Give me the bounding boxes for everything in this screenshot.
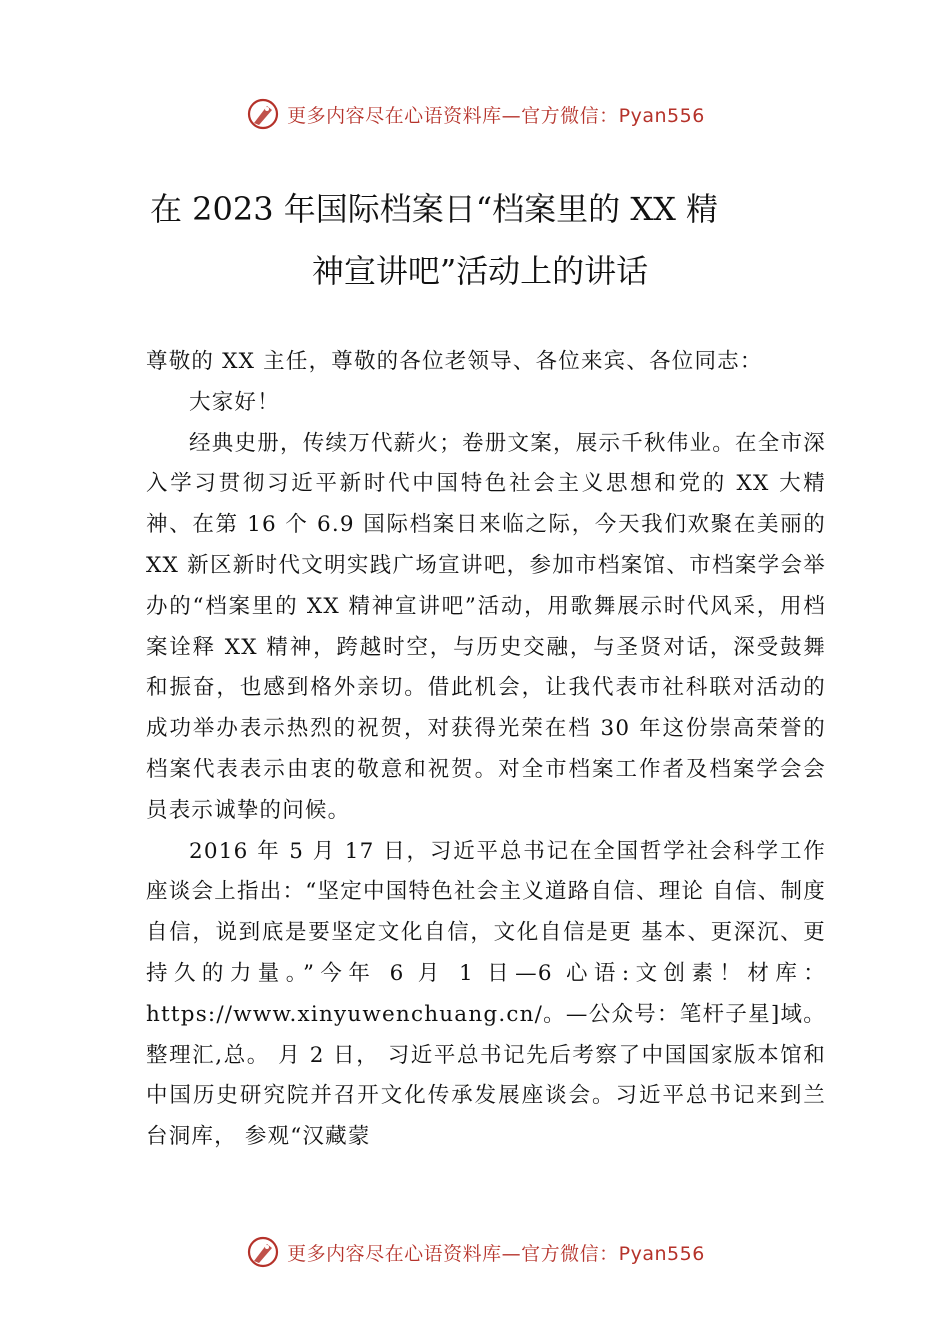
- title-line-2: 神宣讲吧”活动上的讲话: [311, 252, 649, 290]
- document-body: [146, 342, 826, 1158]
- footer-banner-text: 更多内容尽在心语资料库—官方微信：Pyan556: [287, 1242, 705, 1265]
- paragraph-2: 2016 年 5 月 17 日，习近平总书记在全国哲学社会科学工作座谈会上指出：“坚定中国特色社会主义道路自信、理论 自信、制度自信，说到底是要坚定文化自信，文化自信是更 基本、更深沉、更持久的力量。”今年 6 月 1 日—6 心语:文创素！材库：https://www.xinyuwenchuang.cn/。—公众号：笔杆子星]域。整理汇,总。 月 2 日， 习近平总书记先后考察了中国国家版本馆和中国历史研究院并召开文化传承发展座谈会。习近平总书记来到兰台洞库， 参观“汉藏蒙: [146, 838, 826, 1150]
- greeting: 大家好！: [189, 389, 280, 415]
- header-banner: [0, 94, 950, 134]
- salutation: 尊敬的 XX 主任，尊敬的各位老领导、各位来宾、各位同志：: [146, 349, 763, 374]
- title-line-1: 在 2023 年国际档案日“档案里的 XX 精: [150, 190, 719, 228]
- document-title: [140, 178, 820, 302]
- footer-banner: [0, 1232, 950, 1272]
- paragraph-1: 经典史册，传续万代薪火；卷册文案，展示千秋伟业。在全市深入学习贯彻习近平新时代中国特色社会主义思想和党的 XX 大精神、在第 16 个 6.9 国际档案日来临之际，今天我们欢聚在美丽的 XX 新区新时代文明实践广场宣讲吧，参加市档案馆、市档案学会举办的“档案里的 XX 精神宣讲吧”活动，用歌舞展示时代风采，用档案诠释 XX 精神，跨越时空，与历史交融，与圣贤对话，深受鼓舞和振奋，也感到格外亲切。借此机会，让我代表市社科联对活动的成功举办表示热烈的祝贺，对获得光荣在档 30 年这份崇高荣誉的档案代表表示由衷的敬意和祝贺。对全市档案工作者及档案学会会员表示诚挚的问候。: [146, 430, 826, 823]
- header-banner-text: 更多内容尽在心语资料库—官方微信：Pyan556: [287, 104, 705, 127]
- pen-nib-logo-icon: [245, 96, 281, 132]
- pen-nib-logo-icon: [245, 1234, 281, 1270]
